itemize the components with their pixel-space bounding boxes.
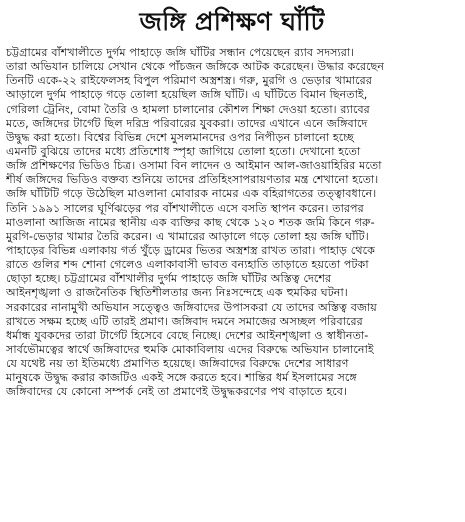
article-line: এমনটি বুঝিয়ে তাদের মধ্যে প্রতিশোধ স্পৃহা জাগিয়ে তোলা হতো। দেখানো হতো xyxy=(6,144,361,158)
article-line: শীর্ষ জঙ্গিদের ভিডিও বক্তব্য শুনিয়ে তাদের প্রতিহিংসাপরায়ণতার মন্ত্র শেখানো হতো। xyxy=(6,173,379,187)
article-line: চট্টগ্রামের বাঁশখালীতে দুর্গম পাহাড়ে জঙ্গি ঘাঁটির সন্ধান পেয়েছেন র‍্যাব সদস্যরা। xyxy=(6,46,355,59)
article-line: তিনটি একে-২২ রাইফেলসহ বিপুল পরিমাণ অস্ত্রশস্ত্র। গরু, মুরগি ও ভেড়ার খামারের xyxy=(6,74,372,88)
article-line: পাহাড়ের বিভিন্ন এলাকায় গর্ত খুঁড়ে ড্রামের ভিতর অস্ত্রশস্ত্র রাখত তারা। পাহাড় থেকে xyxy=(6,243,375,257)
article-line: মতে, জঙ্গিদের টার্গেট ছিল দরিদ্র পরিবারের যুবকরা। তাদের এখানে এনে জঙ্গিবাদে xyxy=(6,116,368,130)
article-line: রাখতে সক্ষম হচ্ছে এটি তারই প্রমাণ। জঙ্গিবাদ দমনে সমাজের অসচ্ছল পরিবারের xyxy=(6,314,363,328)
article-line: রাতে গুলির শব্দ শোনা গেলেও এলাকাবাসী ভাবত বন্যহাতি তাড়াতে হয়তো পটকা xyxy=(6,258,369,272)
article-line: আড়ালে দুর্গম পাহাড়ে গড়ে তোলা হয়েছিল জঙ্গি ঘাঁটি। এ ঘাঁটিতে বিমান ছিনতাই, xyxy=(6,88,368,102)
article-line: তারা অভিযান চালিয়ে সেখান থেকে পাঁচজন জঙ্গিকে আটক করেছেন। উদ্ধার করেছেন xyxy=(6,60,385,74)
article-line: মানুষকে উদ্বুদ্ধ করার কাজটিও একই সঙ্গে করতে হবে। শান্তির ধর্ম ইসলামের সঙ্গে xyxy=(6,371,357,385)
article-line: গেরিলা ট্রেনিং, বোমা তৈরি ও হামলা চালানোর কৌশল শিক্ষা দেওয়া হতো। র‍্যাবের xyxy=(6,102,370,116)
article-line: আইনশৃঙ্খলা ও রাজনৈতিক স্থিতিশীলতার জন্য নিঃসন্দেহে এক হুমকির ঘটনা। xyxy=(6,286,348,300)
article-headline: জঙ্গি প্রশিক্ষণ ঘাঁটি xyxy=(139,7,325,36)
article-line: ধর্মান্ধ যুবকদের তারা টার্গেট হিসেবে বেছে নিচ্ছে। দেশের আইনশৃঙ্খলা ও স্বাধীনতা- xyxy=(6,328,369,342)
article-line: তিনি ১৯৯১ সালের ঘূর্ণিঝড়ের পর বাঁশখালীতে এসে বসতি স্থাপন করেন। তারপর xyxy=(6,201,364,215)
article-line: ছোড়া হচ্ছে। চট্টগ্রামের বাঁশখালীর দুর্গম পাহাড়ে জঙ্গি ঘাঁটির অস্তিত্ব দেশের xyxy=(6,272,332,286)
article-line: উদ্বুদ্ধ করা হতো। বিশ্বের বিভিন্ন দেশে মুসলমানদের ওপর নিপীড়ন চালানো হচ্ছে xyxy=(6,130,354,144)
article-line: জঙ্গি প্রশিক্ষণের ভিডিও চিত্র। ওসামা বিন লাদেন ও আইমান আল-জাওয়াহিরির মতো xyxy=(6,159,382,173)
article-line: জঙ্গিবাদের যে কোনো সম্পর্ক নেই তা প্রমাণেই উদ্বুদ্ধকরণের পথ বাড়াতে হবে। xyxy=(6,385,347,399)
article-line: মাওলানা আজিজ নামের স্থানীয় এক ব্যক্তির কাছ থেকে ১২০ শতক জমি কিনে গরু- xyxy=(6,215,375,229)
article-line: মুরগি-ভেড়ার খামার তৈরি করেন। এ খামারের আড়ালে গড়ে তোলা হয় জঙ্গি ঘাঁটি। xyxy=(6,229,369,243)
article-line: সার্বভৌমত্বের স্বার্থে জঙ্গিবাদের হুমকি মোকাবিলায় এদের বিরুদ্ধে অভিযান চালানোই xyxy=(6,342,374,356)
article-line: জঙ্গি ঘাঁটিটি গড়ে উঠেছিল মাওলানা মোবারক নামের এক বহিরাগতের তত্ত্বাবধানে। xyxy=(6,187,377,201)
article-line: সরকারের নানামুখী অভিযান সত্ত্বেও জঙ্গিবাদের উপাসকরা যে তাদের অস্তিত্ব বজায় xyxy=(6,300,377,314)
article-line: যে যথেষ্ট নয় তা ইতিমধ্যে প্রমাণিত হয়েছে। জঙ্গিবাদের বিরুদ্ধে দেশের সাধারণ xyxy=(6,357,349,371)
article-body xyxy=(6,46,458,400)
